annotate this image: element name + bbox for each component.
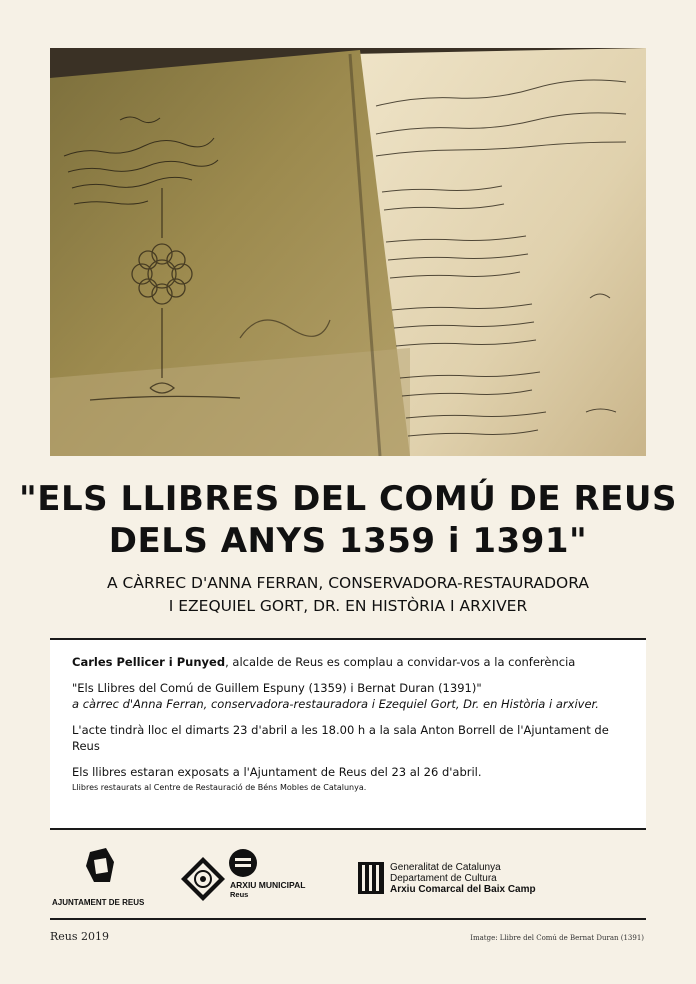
arxiu-label-line2: Reus xyxy=(230,890,249,899)
talk-title: "Els Llibres del Comú de Guillem Espuny (1359) i Bernat Duran (1391)" xyxy=(72,681,482,695)
gen-line-1: Generalitat de Catalunya xyxy=(390,862,501,873)
logo-arxiu-municipal xyxy=(180,848,320,904)
ajuntament-label: AJUNTAMENT DE REUS xyxy=(52,898,145,907)
footer-place-year: Reus 2019 xyxy=(50,930,110,943)
poster-title xyxy=(0,478,696,562)
event-when-where: L'acte tindrà lloc el dimarts 23 d'abril a les 18.00 h a la sala Anton Borrell de l'Ajuntament de Reus xyxy=(72,723,609,753)
gen-line-3: Arxiu Comarcal del Baix Camp xyxy=(390,884,536,895)
divider-middle xyxy=(50,828,646,830)
subtitle-line-2: I EZEQUIEL GORT, DR. EN HISTÒRIA I ARXIVER xyxy=(168,597,528,615)
poster-subtitle xyxy=(0,572,696,618)
arxiu-label-line1: ARXIU MUNICIPAL xyxy=(230,880,306,890)
title-line-2: DELS ANYS 1359 i 1391" xyxy=(108,521,588,561)
divider-bottom xyxy=(50,918,646,920)
logo-generalitat xyxy=(358,862,598,902)
host-rest: , alcalde de Reus es complau a convidar-vos a la conferència xyxy=(225,655,576,669)
restoration-note: Llibres restaurats al Centre de Restauració de Béns Mobles de Catalunya. xyxy=(72,783,367,792)
hero-image-manuscripts xyxy=(50,48,646,456)
talk-authors: a càrrec d'Anna Ferran, conservadora-restauradora i Ezequiel Gort, Dr. en Història i arxiver. xyxy=(72,697,599,711)
generalitat-senyera-icon xyxy=(358,862,384,894)
footer-image-credit: Imatge: Llibre del Comú de Bernat Duran (1391) xyxy=(470,934,644,942)
host-name: Carles Pellicer i Punyed xyxy=(72,655,226,669)
subtitle-line-1: A CÀRREC D'ANNA FERRAN, CONSERVADORA-RESTAURADORA xyxy=(107,574,589,592)
ajuntament-emblem-icon xyxy=(52,848,152,892)
invite-host-line xyxy=(72,654,624,670)
arxiu-diamond-icon xyxy=(180,856,226,902)
invitation-box xyxy=(50,640,646,828)
logo-ajuntament-reus xyxy=(52,848,152,907)
arxiu-round-icon xyxy=(228,848,258,878)
gen-line-2: Departament de Cultura xyxy=(390,873,497,884)
exhibit-info: Els llibres estaran exposats a l'Ajuntament de Reus del 23 al 26 d'abril. xyxy=(72,765,482,779)
title-line-1: "ELS LLIBRES DEL COMÚ DE REUS xyxy=(19,479,677,519)
